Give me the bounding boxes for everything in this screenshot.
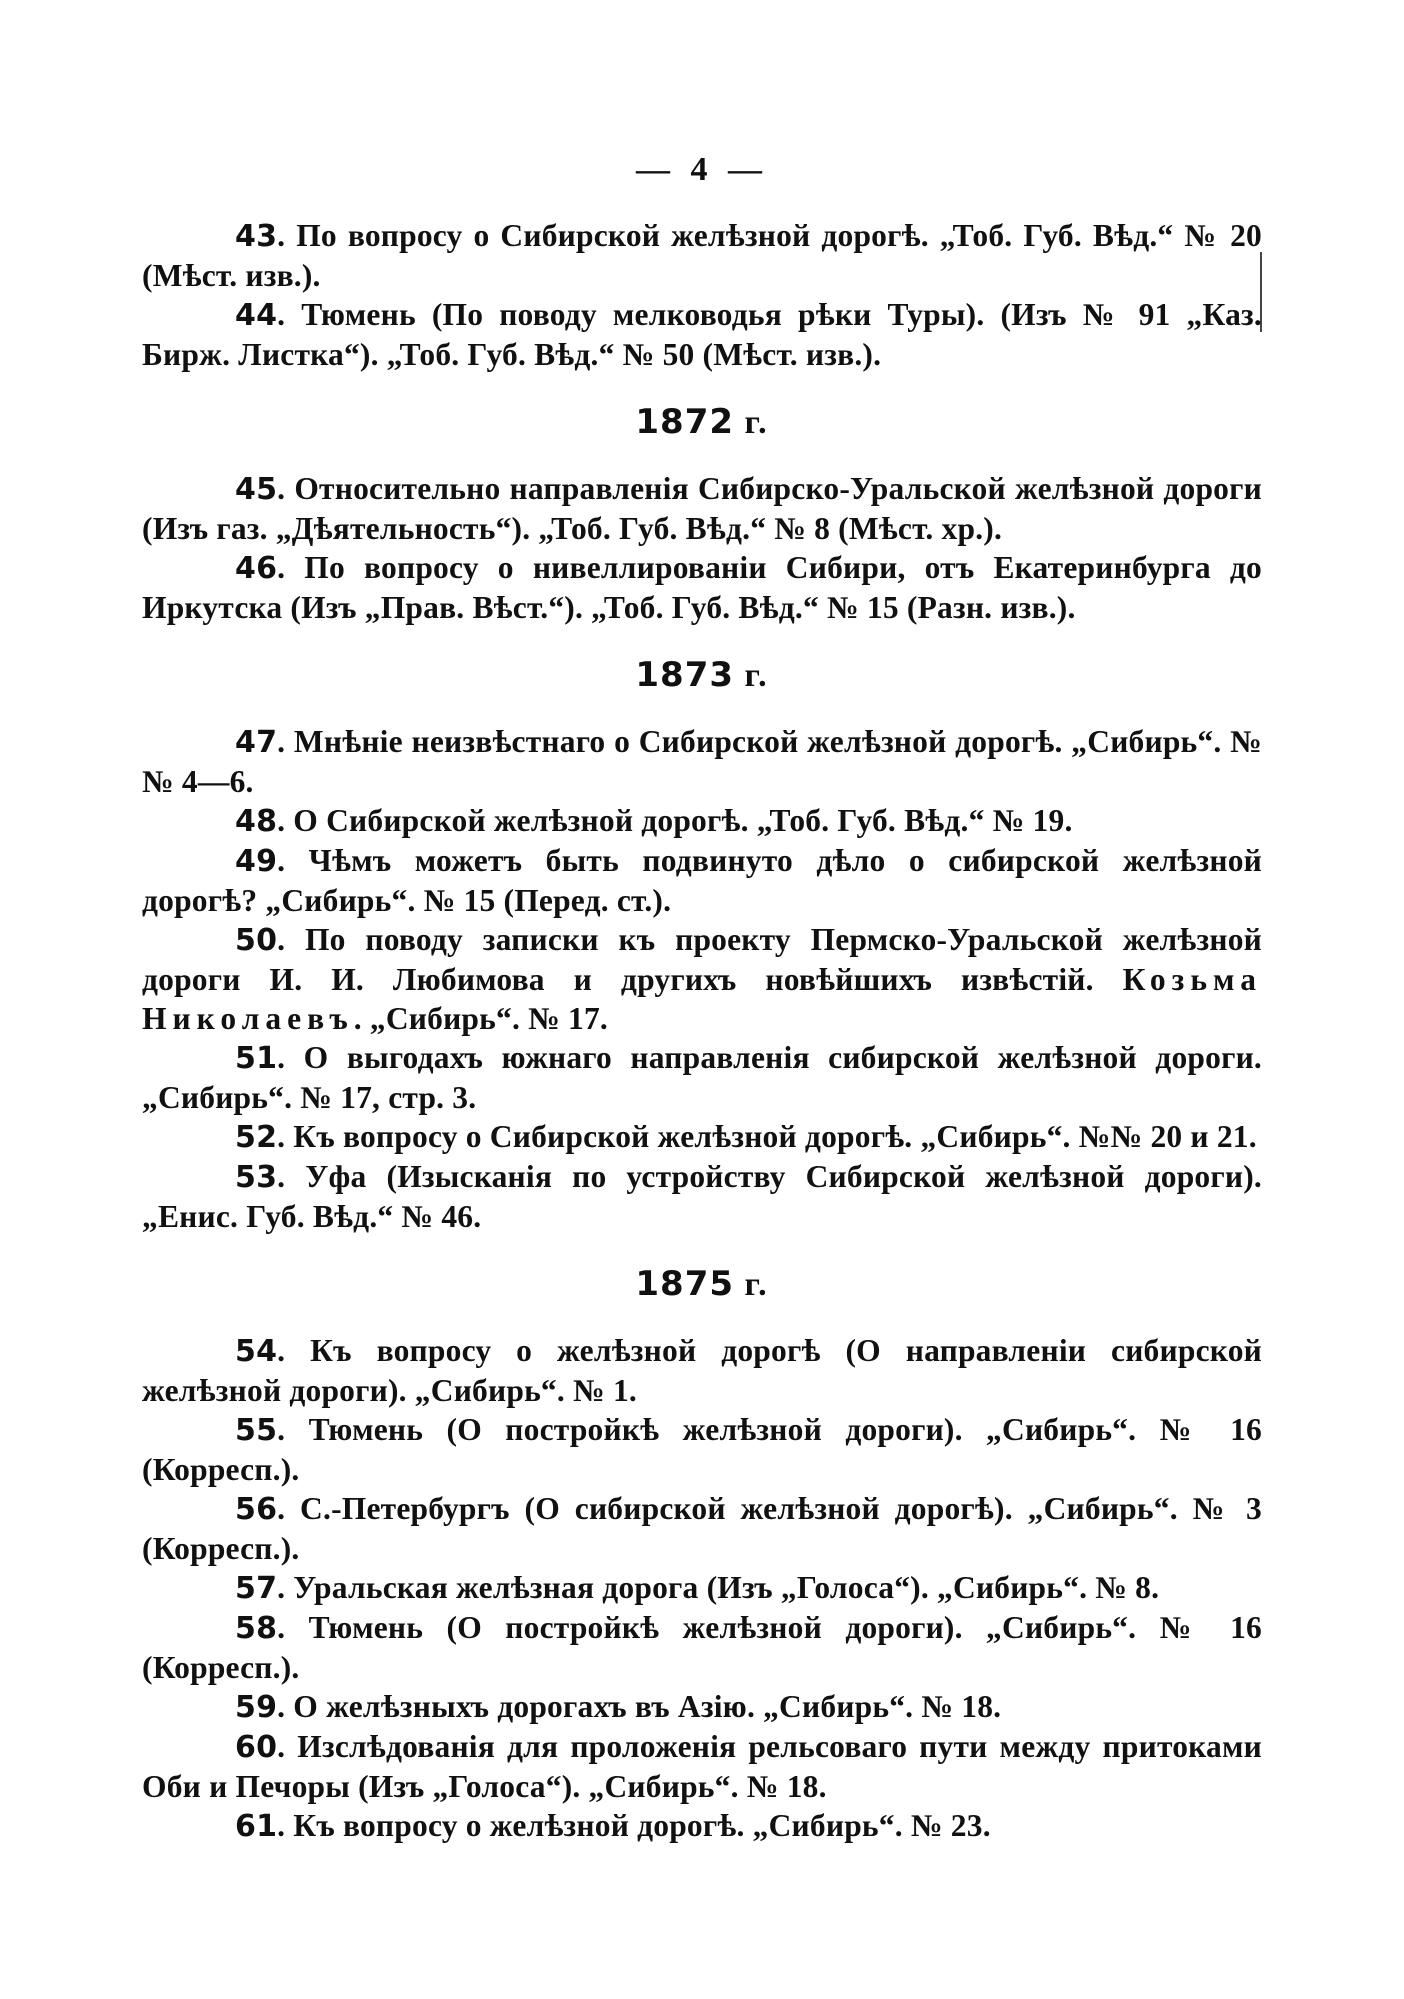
entry-number: 54: [235, 1334, 278, 1369]
entry-text: . О Сибирской желѣзной дорогѣ. „Тоб. Губ. Вѣд.“ № 19.: [277, 803, 1073, 838]
list-item: [142, 1687, 1262, 1727]
entry-number: 58: [235, 1611, 278, 1646]
entry-text: . Тюмень (О постройкѣ желѣзной дороги). „Сибирь“. № 16 (Корресп.).: [142, 1412, 1262, 1487]
year-suffix: г.: [744, 404, 769, 441]
page-number: — 4 —: [636, 151, 768, 188]
list-item: [142, 1727, 1262, 1806]
entry-number: 55: [235, 1413, 278, 1448]
list-item: [142, 1489, 1262, 1568]
list-item: [142, 920, 1262, 1038]
year-suffix: г.: [744, 1266, 769, 1303]
entry-text: . О желѣзныхъ дорогахъ въ Азію. „Сибирь“. № 18.: [277, 1689, 1002, 1724]
entry-text: . Уфа (Изысканія по устройству Сибирской желѣзной дороги). „Енис. Губ. Вѣд.“ № 46.: [142, 1159, 1262, 1234]
entry-number: 61: [235, 1809, 278, 1844]
entry-text: . Изслѣдованія для проложенія рельсоваго пути между притоками Оби и Печоры (Изъ „Голоса“). „Сибирь“. № 18.: [142, 1729, 1262, 1804]
entry-text: . По вопросу о нивеллированіи Сибири, отъ Екатеринбурга до Иркутска (Изъ „Прав. Вѣст.“). „Тоб. Губ. Вѣд.“ № 15 (Разн. изв.).: [142, 550, 1262, 625]
entry-text: . Тюмень (По поводу мелководья рѣки Туры). (Изъ № 91 „Каз. Бирж. Листка“). „Тоб. Губ. Вѣд.“ № 50 (Мѣст. изв.).: [142, 297, 1262, 372]
entry-number: 52: [235, 1120, 278, 1155]
entry-text: . Тюмень (О постройкѣ желѣзной дороги). „Сибирь“. № 16 (Корресп.).: [142, 1610, 1262, 1685]
entry-number: 44: [235, 298, 278, 333]
entry-number: 57: [235, 1571, 278, 1606]
entry-number: 48: [235, 804, 278, 839]
list-item: [142, 216, 1262, 295]
entry-number: 46: [235, 551, 278, 586]
year-number: 1872: [635, 402, 735, 442]
entry-tail: . „Сибирь“. № 17.: [353, 1001, 608, 1036]
year-number: 1875: [635, 1264, 735, 1304]
entry-number: 49: [235, 844, 278, 879]
entry-text: . По поводу записки къ проекту Пермско-Уральской желѣзной дороги И. И. Любимова и другихъ новѣйшихъ извѣстій.: [142, 922, 1262, 997]
list-item: [142, 548, 1262, 627]
entry-text: . Мнѣніе неизвѣстнаго о Сибирской желѣзной дорогѣ. „Сибирь“. №№ 4—6.: [142, 724, 1262, 799]
list-item: [142, 841, 1262, 920]
entry-text: . Чѣмъ можетъ быть подвинуто дѣло о сибирской желѣзной дорогѣ? „Сибирь“. № 15 (Перед. ст.).: [142, 843, 1262, 918]
list-item: [142, 722, 1262, 801]
entry-number: 60: [235, 1730, 278, 1765]
entry-number: 47: [235, 725, 278, 760]
entry-author: Козьма Николаевъ: [142, 962, 1262, 1036]
entry-number: 45: [235, 472, 278, 507]
list-item: [142, 295, 1262, 374]
entry-number: 50: [235, 923, 278, 958]
list-item: [142, 1608, 1262, 1687]
list-item: [142, 1117, 1262, 1157]
entry-number: 56: [235, 1492, 278, 1527]
entries-list: [142, 216, 1262, 1846]
entry-text: . Къ вопросу о желѣзной дорогѣ (О направленіи сибирской желѣзной дороги). „Сибирь“. № 1.: [142, 1333, 1262, 1408]
document-page: [142, 150, 1262, 1846]
entry-text: . О выгодахъ южнаго направленія сибирской желѣзной дороги. „Сибирь“. № 17, стр. 3.: [142, 1040, 1262, 1115]
entry-number: 59: [235, 1690, 278, 1725]
list-item: [142, 1157, 1262, 1236]
entry-text: . По вопросу о Сибирской желѣзной дорогѣ. „Тоб. Губ. Вѣд.“ № 20 (Мѣст. изв.).: [142, 218, 1262, 293]
entry-text: . Относительно направленія Сибирско-Уральской желѣзной дороги (Изъ газ. „Дѣятельность“). „Тоб. Губ. Вѣд.“ № 8 (Мѣст. хр.).: [142, 471, 1262, 546]
year-heading-1872: [142, 402, 1262, 443]
entry-text: . Уральская желѣзная дорога (Изъ „Голоса“). „Сибирь“. № 8.: [277, 1570, 1160, 1605]
year-number: 1873: [635, 655, 735, 695]
list-item: [142, 1038, 1262, 1117]
list-item: [142, 1331, 1262, 1410]
entry-text: . Къ вопросу о Сибирской желѣзной дорогѣ. „Сибирь“. №№ 20 и 21.: [277, 1119, 1257, 1154]
list-item: [142, 1806, 1262, 1846]
year-heading-1875: [142, 1264, 1262, 1305]
entry-number: 51: [235, 1041, 278, 1076]
list-item: [142, 801, 1262, 841]
entry-number: 53: [235, 1160, 278, 1195]
entry-text: . С.-Петербургъ (О сибирской желѣзной дорогѣ). „Сибирь“. № 3 (Корресп.).: [142, 1491, 1262, 1566]
list-item: [142, 1568, 1262, 1608]
entry-text: . Къ вопросу о желѣзной дорогѣ. „Сибирь“. № 23.: [277, 1808, 991, 1843]
list-item: [142, 1410, 1262, 1489]
list-item: [142, 469, 1262, 548]
year-heading-1873: [142, 655, 1262, 696]
year-suffix: г.: [744, 657, 769, 694]
entry-number: 43: [235, 219, 278, 254]
